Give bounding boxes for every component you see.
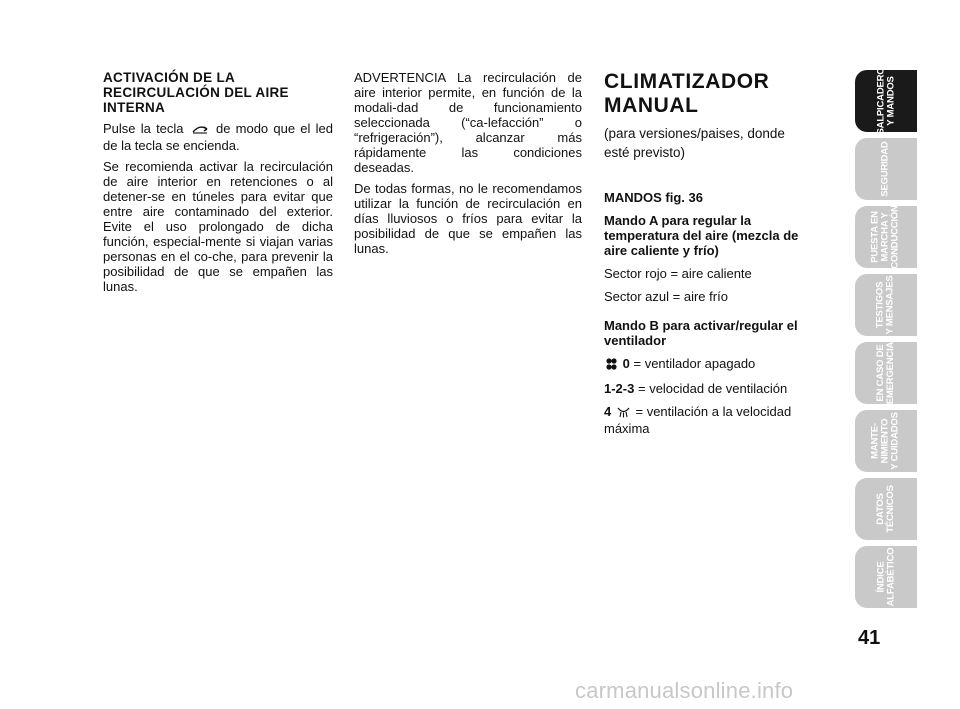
tab-seguridad[interactable] bbox=[855, 138, 917, 200]
control-a-heading: Mando A para regular la temperatura del aire (mezcla de aire caliente y frío) bbox=[604, 213, 799, 258]
page-title: CLIMATIZADOR MANUAL bbox=[604, 70, 770, 117]
chapter-tabs bbox=[855, 67, 917, 614]
red-sector-line: Sector rojo = aire caliente bbox=[604, 266, 752, 281]
paragraph-press-key: Pulse la tecla de modo que el led de la tecla se encienda. bbox=[103, 121, 333, 153]
max-fan-icon bbox=[617, 406, 630, 421]
watermark: carmanualsonline.info bbox=[575, 678, 794, 703]
control-b-heading: Mando B para activar/regular el ventilador bbox=[604, 318, 798, 348]
tab-label: EN CASO DE EMERGENCIA bbox=[875, 341, 896, 405]
fan-max-line: 4 = ventilación a la velocidad máxima bbox=[604, 404, 792, 436]
tab-mantenimiento[interactable] bbox=[855, 410, 917, 472]
paragraph-rainy-days: De todas formas, no le recomendamos utilizar la función de recirculación en días lluviosos o fríos para evitar la posibilidad de que se empañen las lunas. bbox=[354, 181, 582, 256]
fan-off-line: 0 = ventilador apagado bbox=[604, 356, 839, 373]
controls-heading: MANDOS fig. 36 bbox=[604, 190, 703, 205]
column-climate-control bbox=[604, 70, 839, 444]
tab-label: PUESTA EN MARCHA Y CONDUCCIÓN bbox=[870, 205, 902, 269]
section-heading-recirculation: ACTIVACIÓN DE LA RECIRCULACIÓN DEL AIRE INTERNA bbox=[103, 70, 289, 115]
tab-emergencia[interactable] bbox=[855, 342, 917, 404]
blue-sector-line: Sector azul = aire frío bbox=[604, 289, 728, 304]
fan-speed-line: 1-2-3 = velocidad de ventilación bbox=[604, 381, 788, 396]
column-recirculation bbox=[103, 70, 333, 300]
tab-label: SEGURIDAD bbox=[880, 141, 891, 197]
paragraph-warning: ADVERTENCIA La recirculación de aire interior permite, en función de la modali-dad de funcionamiento seleccionada (“ca-lefacción” o “refrigeración”), alcanzar más rápidamente las condiciones deseadas. bbox=[354, 70, 582, 175]
paragraph-recommendation: Se recomienda activar la recirculación de aire interior en retenciones o al detener-se en túneles para evitar que entre aire contaminado del exterior. Evite el uso prolongado de dicha función, especial-mente si viajan varias personas en el co-che, para prevenir la posibilidad de que se empañen las lunas. bbox=[103, 159, 333, 294]
subtitle: (para versiones/paises, donde esté previsto) bbox=[604, 126, 785, 160]
tab-label: TESTIGOS Y MENSAJES bbox=[874, 275, 896, 335]
page-number: 41 bbox=[858, 627, 881, 649]
tab-testigos[interactable] bbox=[855, 274, 917, 336]
tab-puesta-en-marcha[interactable] bbox=[855, 206, 917, 268]
tab-label: ÍNDICE ALFABÉTICO bbox=[874, 547, 896, 607]
recirculation-icon bbox=[191, 123, 209, 138]
tab-indice[interactable] bbox=[855, 546, 917, 608]
column-warning bbox=[354, 70, 582, 262]
tab-label: DATOS TÉCNICOS bbox=[875, 485, 896, 533]
fan-icon bbox=[606, 358, 617, 373]
tab-label: MANTE- NIMIENTO Y CUIDADOS bbox=[869, 412, 901, 470]
tab-datos-tecnicos[interactable] bbox=[855, 478, 917, 540]
tab-label: SALPICADERO Y MANDOS bbox=[875, 67, 897, 135]
tab-salpicadero[interactable] bbox=[855, 67, 917, 135]
